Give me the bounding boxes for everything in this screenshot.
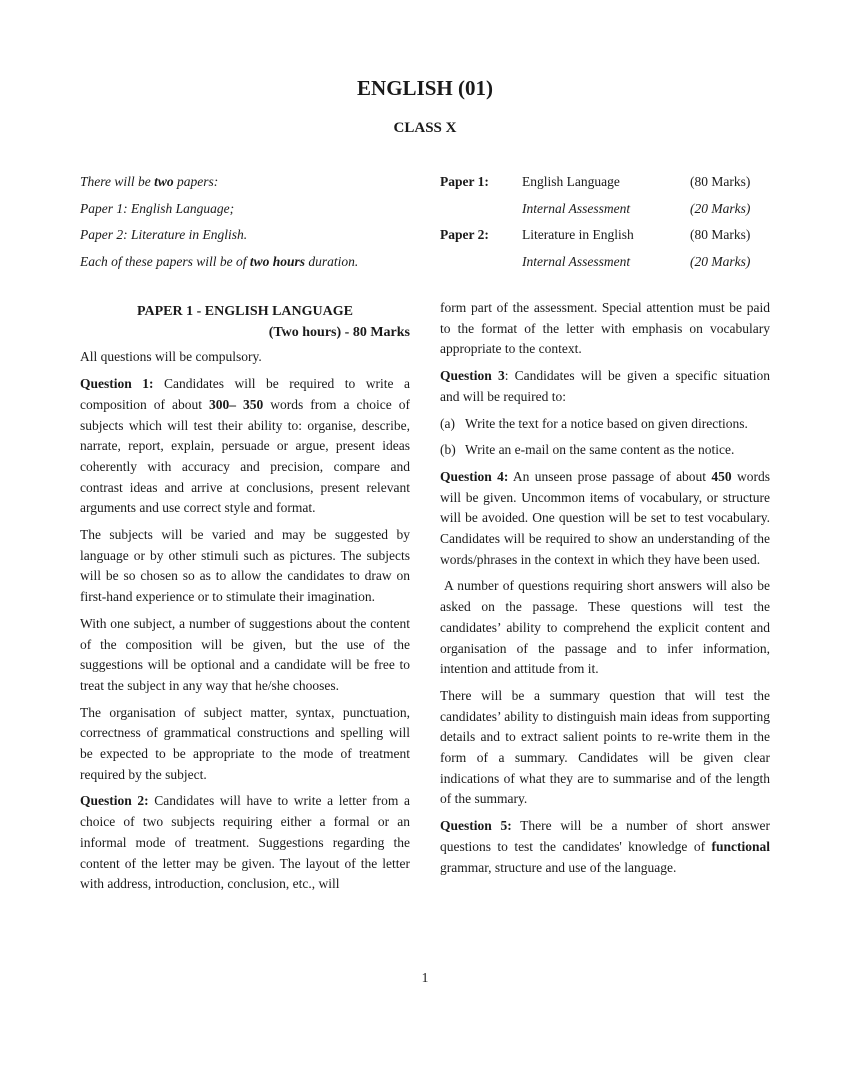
intro-emphasis: two [154,174,174,189]
question-label: Question 4: [440,468,509,484]
question-1 [80,374,410,519]
intro-text: papers: [173,174,219,189]
paper-marks: (80 Marks) [690,174,751,189]
paper-sub-row [440,200,770,227]
list-text: Write an e-mail on the same content as the notice. [465,442,735,458]
list-text: Write the text for a notice based on given directions. [465,415,748,431]
paper-sub-row [440,253,770,280]
paper-sub-name: Internal Assessment [522,200,631,216]
right-column [440,298,770,884]
paragraph: The organisation of subject matter, syntax, punctuation, correctness of grammatical constructions and spelling will be expected to be appropriate to the mode of treatment required by the subject. [80,704,410,782]
intro-block [80,173,430,279]
question-4 [440,467,770,571]
question-text: words from a choice of subjects which will test their ability to: organise, describe, narrate, report, explain, persuade or argue, present ideas coherently with accuracy and precision, compare and contrast ideas and arrive at conclusions, present relevant arguments and use correct style and format. [80,396,410,516]
intro-line: Paper 2: Literature in English. [80,227,248,242]
paper-name: English Language [522,174,620,189]
emphasis: functional [711,838,770,854]
paragraph: There will be a summary question that will test the candidates’ ability to distinguish main ideas from supporting details and to extract salient points to re-write them in the form of a summary. Candidates will be given clear indications of what they are to summarise and of the length of the summary. [440,687,770,807]
question-text: An unseen prose passage of about [508,468,712,484]
paragraph: The subjects will be varied and may be suggested by language or by other stimuli such as pictures. The subjects will be so chosen so as to allow the candidates to draw on first-hand experience or to stimulate their imagination. [80,527,410,605]
section-title: PAPER 1 - ENGLISH LANGUAGE [137,304,353,319]
question-text: words will be given. Uncommon items of vocabulary, or structure will be avoided. One question will be set to test vocabulary. Candidates will be required to show an understanding of the words/phrases in the context in which they have been used. [440,468,770,567]
paragraph: form part of the assessment. Special attention must be paid to the format of the letter with emphasis on vocabulary appropriate to the context. [440,300,770,357]
word-count: 450 [711,468,732,484]
page-subtitle: CLASS X [393,120,457,136]
question-5 [440,816,770,878]
paragraph: All questions will be compulsory. [80,349,262,365]
question-text: There will be a number of short answer questions to test the candidates' knowledge of [440,818,770,854]
intro-emphasis: two hours [249,253,306,269]
question-text: Candidates will have to write a letter from a choice of two subjects requiring either a formal or an informal mode of treatment. Suggestions regarding the content of the letter may be given. The layout of the letter with address, introduction, conclusion, etc., will [80,793,410,892]
intro-line: Paper 1: English Language; [80,200,235,216]
paragraph: With one subject, a number of suggestions about the content of the composition will be given, but the use of the suggestions will be optional and a candidate will be free to treat the subject in any way that he/she chooses. [80,615,410,693]
page-number: 1 [421,970,429,985]
paper-label: Paper 2: [440,227,489,242]
page-title: ENGLISH (01) [357,76,493,100]
question-label: Question 2: [80,793,149,809]
list-item [440,414,770,435]
word-count: 300– 350 [209,396,264,412]
left-column [80,298,410,901]
papers-table [440,173,770,279]
question-3 [440,366,770,407]
question-text: : Candidates will be given a specific situation and will be required to: [440,368,770,404]
question-label: Question 1: [80,376,154,392]
paper-sub-name: Internal Assessment [522,253,631,269]
intro-text: Each of these papers will be of [80,253,250,269]
section-duration-marks: (Two hours) - 80 Marks [268,324,410,340]
intro-line [80,173,430,200]
intro-text: duration. [305,253,359,269]
question-text: grammar, structure and use of the language. [440,859,677,875]
question-text: Candidates will be required to write a composition of about [80,376,410,412]
list-marker: (b) [440,442,456,458]
intro-text: There will be [80,174,155,189]
paper-sub-marks: (20 Marks) [690,253,751,269]
question-label: Question 5: [440,818,512,834]
question-label: Question 3 [440,368,505,384]
paper-label: Paper 1: [440,174,489,189]
paper-row [440,226,770,253]
paragraph: A number of questions requiring short answers will also be asked on the passage. These questions will test the candidates’ ability to comprehend the explicit content and organisation of the passage and to infer information, intention and attitude from it. [440,578,770,677]
list-marker: (a) [440,415,455,431]
paper-marks: (80 Marks) [690,227,751,242]
paper-name: Literature in English [522,227,634,242]
paper-row [440,173,770,200]
question-2 [80,791,410,895]
intro-line [80,253,430,280]
paper-sub-marks: (20 Marks) [690,200,751,216]
list-item [440,440,770,461]
